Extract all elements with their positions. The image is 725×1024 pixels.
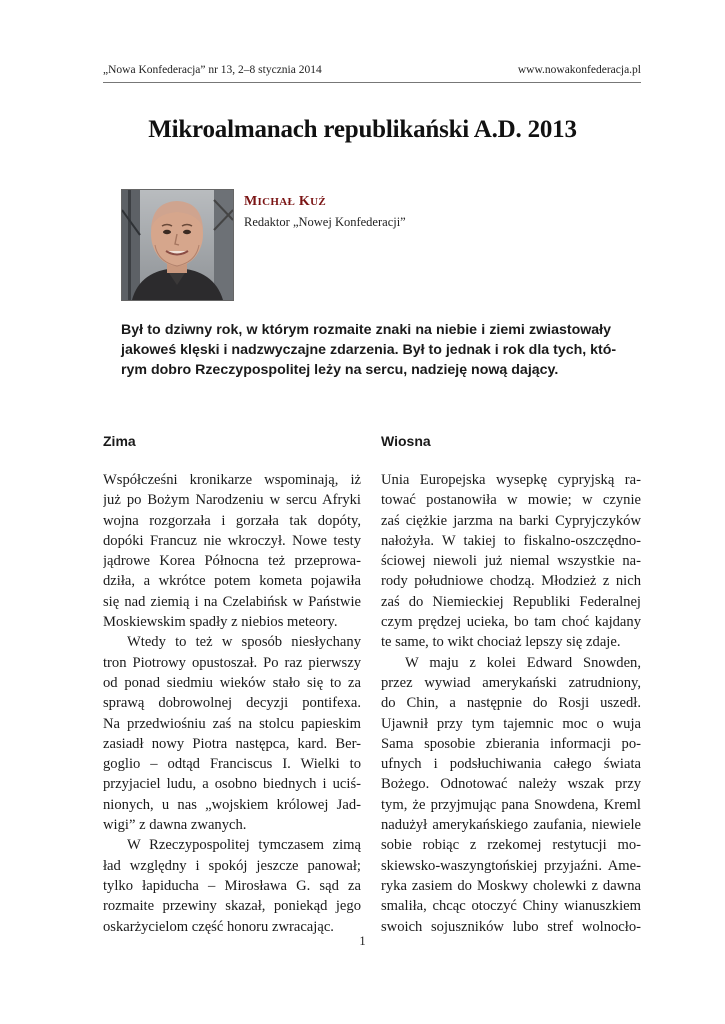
text-line: ład względny i spokój jeszcze panował; xyxy=(103,857,361,874)
text-line: dziła, a wkrótce potem kometa pojawiła xyxy=(103,573,361,590)
author-portrait-image xyxy=(122,190,233,300)
text-line: tym, że przyjmując pana Snowdena, Kreml xyxy=(381,796,641,813)
author-last-rest: UŹ xyxy=(310,196,326,208)
author-name xyxy=(244,194,326,210)
text-line: zaś do Niemieckiej Republiki Federalnej xyxy=(381,593,641,610)
text-line: do Chin, a następnie do Rosji uszedł. xyxy=(381,695,641,712)
text-line: jądrowe Korea Północna też przeprowa- xyxy=(103,553,361,570)
text-line: Sama sposobie zbierania informacji po- xyxy=(381,735,641,752)
text-line: sobie robiąc z rzekomej restytucji mo- xyxy=(381,837,641,854)
text-line: od ponad siedmiu wieków stało się to za xyxy=(103,674,361,691)
text-line: Współcześni kronikarze wspominają, iż xyxy=(103,472,361,488)
lead-paragraph xyxy=(121,320,617,380)
text-line: oskarżycielom część honoru zwracając. xyxy=(103,918,334,935)
lead-line: jakoweś klęski i nadzwyczajne zdarzenia. Był to jednak i rok dla tych, któ- xyxy=(121,342,617,358)
text-line: się nad ziemią i na Czelabińsk w Państwie xyxy=(103,593,361,610)
left-column-text xyxy=(103,470,361,937)
text-line: Moskiewskim spadły z niebios meteory. xyxy=(103,614,338,631)
text-line: Unia Europejska wysepkę cypryjską ra- xyxy=(381,472,641,488)
author-first-initial: M xyxy=(244,194,258,209)
author-role: Redaktor „Nowej Konfederacji” xyxy=(244,215,406,229)
text-line: sprawą dobrowolnej decyzji pontifexa. xyxy=(103,695,361,712)
text-line: dopóki Francuz nie wkroczył. Nowe testy xyxy=(103,532,361,549)
text-line: Bożego. Odnotować należy wszak przy xyxy=(381,776,641,793)
text-line: Na przedwiośniu zaś na stolcu papieskim xyxy=(103,715,361,732)
text-line: rody południowe chodzą. Młodzież z nich xyxy=(381,573,641,590)
text-line: czym prędzej ucieka, bo tam choć kajdany xyxy=(381,614,641,631)
header-publication: „Nowa Konfederacja” nr 13, 2–8 stycznia 2014 xyxy=(103,64,322,76)
text-line: tować postanowiła w mowie; w czynie xyxy=(381,492,641,509)
text-line: Wtedy to też w sposób niesłychany xyxy=(127,634,361,651)
text-line: te same, to wikt chociaż lepszy się zdaje. xyxy=(381,634,621,651)
text-line: ściowej niewoli już niemal wszystkie na- xyxy=(381,553,641,570)
text-line: już po Bożym Narodzeniu w sercu Afryki xyxy=(103,492,361,509)
text-line: przez wywiad amerykański zatrudniony, xyxy=(381,674,641,691)
text-line: swoich sojuszników lubo stref wolnocło- xyxy=(381,918,641,935)
right-column-text xyxy=(381,470,641,937)
text-line: tron Piotrowy opustoszał. Po raz pierwszy xyxy=(103,654,361,671)
text-line: Ujawnił przy tym tajemnic moc o wuja xyxy=(381,715,641,732)
text-line: tylko łapiducha – Mirosława G. sąd za xyxy=(103,877,361,894)
author-photo xyxy=(121,189,234,301)
text-line: W maju z kolei Edward Snowden, xyxy=(405,654,641,671)
text-line: goglio – odtąd Franciscus I. Wielki to xyxy=(103,756,361,773)
section-heading-winter: Zima xyxy=(103,433,136,449)
text-line: wigi” z dawna zwanych. xyxy=(103,817,247,834)
text-line: wojna rozgorzała i gorzała tak dopóty, xyxy=(103,512,361,529)
text-line: zaś ciężkie jarzma na barki Cypryjczyków xyxy=(381,512,641,529)
lead-line: rym dobro Rzeczypospolitej leży na sercu, nadzieję nową dający. xyxy=(121,362,559,378)
page-number: 1 xyxy=(359,934,366,948)
author-last-initial: K xyxy=(298,194,311,209)
text-line: przyjaciel ludu, a osobno biednych i uciś- xyxy=(103,776,361,793)
article-title: Mikroalmanach republikański A.D. 2013 xyxy=(148,116,577,143)
text-line: smaliła, chcąc otoczyć Chiny wianuszkiem xyxy=(381,898,641,915)
section-heading-spring: Wiosna xyxy=(381,433,431,449)
header-website: www.nowakonfederacja.pl xyxy=(517,64,641,76)
text-line: skiewsko-waszyngtońskiej przyjaźni. Ame- xyxy=(381,857,641,874)
author-first-rest: ICHAŁ xyxy=(257,196,296,208)
text-line: rozmaite przewiny skazał, poniekąd jego xyxy=(103,898,361,915)
lead-line: Był to dziwny rok, w którym rozmaite znaki na niebie i ziemi zwiastowały xyxy=(121,322,611,338)
text-line: W Rzeczypospolitej tymczasem zimą xyxy=(127,837,361,854)
text-line: zasiadł nowy Piotra następca, kard. Ber- xyxy=(103,735,361,752)
text-line: ufnych i podsłuchiwania całego świata xyxy=(381,756,641,773)
text-line: ryka zasiem do Moskwy cholewki z dawna xyxy=(381,877,641,894)
running-header xyxy=(103,64,641,83)
text-line: nałożyła. W takiej to fiskalno-oszczędno- xyxy=(381,532,641,549)
text-line: nadużył amerykańskiego zaufania, niewiele xyxy=(381,817,641,834)
text-line: nionych, u nas „wojskiem królowej Jad- xyxy=(103,796,361,813)
